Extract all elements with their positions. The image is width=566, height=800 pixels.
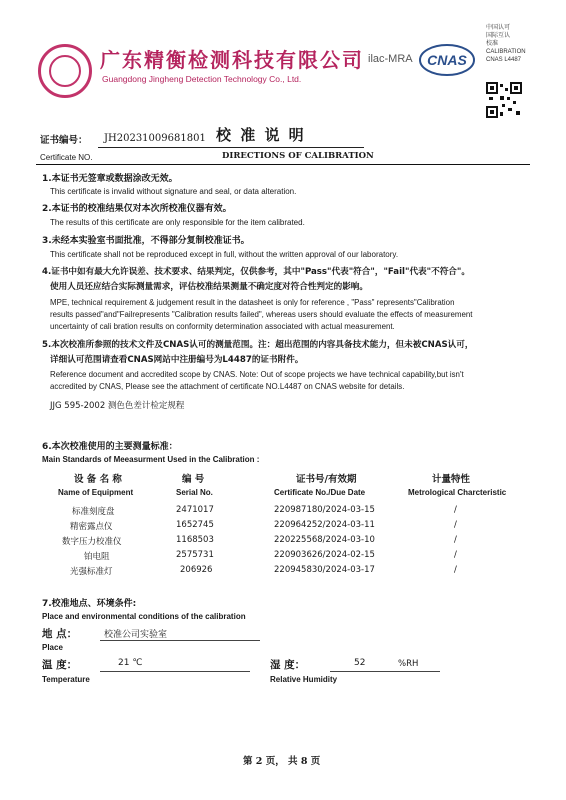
- humidity-label-en: Relative Humidity: [270, 675, 338, 684]
- certificate-no-value: JH20231009681801: [104, 133, 206, 144]
- table-cell-name: 精密露点仪: [70, 522, 113, 532]
- table-cell-cert: 220964252/2024-03-11: [274, 520, 375, 530]
- item-3-cn: 3.未经本实验室书面批准，不得部分复制校准证书。: [42, 236, 250, 246]
- table-cell-char: /: [454, 505, 457, 515]
- table-cell-serial: 1652745: [176, 520, 214, 530]
- page-title-en: DIRECTIONS OF CALIBRATION: [222, 151, 374, 161]
- cnas-line: 国际互认: [486, 32, 511, 39]
- col-cert-en: Certificate No./Due Date: [274, 488, 366, 497]
- environment-heading-cn: 7.校准地点、环境条件:: [42, 599, 137, 609]
- item-1-cn: 1.本证书无签章或数据涂改无效。: [42, 174, 178, 184]
- item-4-en-line2: results passed"and"Failrepresents "Calibration results failed", whereas users should evaluate the effects of measurement: [50, 310, 473, 319]
- item-2-cn: 2.本证书的校准结果仅对本次所校准仪器有效。: [42, 204, 232, 214]
- col-serial-cn: 编 号: [182, 474, 205, 485]
- qr-code-icon: [486, 82, 522, 118]
- item-5-en-line2: accredited by CNAS, Please see the attachment of certificate NO.L4487 on CNAS website for details.: [50, 382, 405, 391]
- place-value: 校准公司实验室: [104, 630, 168, 640]
- place-label-en: Place: [42, 643, 63, 652]
- table-cell-name: 光强标准灯: [70, 567, 113, 577]
- table-cell-char: /: [454, 520, 457, 530]
- humidity-unit: %RH: [398, 659, 419, 669]
- col-name-cn: 设 备 名 称: [74, 474, 122, 485]
- table-cell-serial: 2575731: [176, 550, 214, 560]
- table-cell-serial: 2471017: [176, 505, 214, 515]
- item-3-en: This certificate shall not be reproduced except in full, without the written approval of our laboratory.: [50, 250, 399, 259]
- item-1-en: This certificate is invalid without signature and seal, or data alteration.: [50, 187, 297, 196]
- temperature-value: 21 ℃: [118, 658, 143, 668]
- certificate-no-label-cn: 证书编号：: [40, 135, 88, 146]
- table-cell-name: 数字压力校准仪: [62, 537, 122, 547]
- temperature-label-en: Temperature: [42, 675, 90, 684]
- cnas-line: 校准: [486, 40, 499, 47]
- table-cell-name: 标准刻度盘: [72, 507, 115, 517]
- cnas-logo-text: CNAS: [427, 52, 467, 68]
- col-char-cn: 计量特性: [432, 474, 471, 485]
- page-number: 第 2 页， 共 8 页: [243, 756, 321, 767]
- col-char-en: Metrological Charcteristic: [408, 488, 507, 497]
- company-name-cn: 广东精衡检测科技有限公司: [100, 48, 364, 72]
- temperature-label-cn: 温 度：: [42, 659, 78, 671]
- company-name-en: Guangdong Jingheng Detection Technology Co., Ltd.: [102, 74, 302, 84]
- table-cell-cert: 220945830/2024-03-17: [274, 565, 375, 575]
- cnas-logo: [418, 42, 476, 78]
- table-cell-cert: 220903626/2024-02-15: [274, 550, 375, 560]
- place-label-cn: 地 点：: [42, 628, 78, 640]
- company-logo: [38, 44, 92, 98]
- item-5-cn-line2: 详细认可范围请查看CNAS网站中注册编号为L4487的证书附件。: [50, 355, 304, 365]
- humidity-value: 52: [354, 658, 366, 668]
- table-cell-char: /: [454, 535, 457, 545]
- environment-heading-en: Place and environmental conditions of the calibration: [42, 612, 246, 621]
- item-4-cn-line2: 使用人员还应结合实际测量需求，评估校准结果测量不确定度对符合性判定的影响。: [50, 282, 368, 292]
- item-5-cn-line1: 5.本次校准所参照的技术文件及CNAS认可的测量范围。注：超出范围的内容具备技术能力，但未被CNAS认可，: [42, 340, 474, 350]
- table-cell-char: /: [454, 565, 457, 575]
- table-cell-cert: 220225568/2024-03-10: [274, 535, 375, 545]
- standards-heading-cn: 6.本次校准使用的主要测量标准：: [42, 442, 178, 452]
- table-cell-serial: 1168503: [176, 535, 214, 545]
- cnas-line: 中国认可: [486, 24, 511, 31]
- item-5-en-line1: Reference document and accredited scope by CNAS. Note: Out of scope projects we have technical capability,but isn't: [50, 370, 464, 379]
- table-cell-cert: 220987180/2024-03-15: [274, 505, 375, 515]
- item-2-en: The results of this certificate are only responsible for the item calibrated.: [50, 218, 305, 227]
- table-cell-char: /: [454, 550, 457, 560]
- certificate-no-label-en: Certificate NO.: [40, 153, 93, 162]
- cnas-line: CALIBRATION: [486, 49, 526, 55]
- standards-heading-en: Main Standards of Meeasurment Used in the Calibration :: [42, 455, 260, 464]
- reference-document: JJG 595-2002 测色色差计检定规程: [50, 401, 185, 411]
- table-cell-name: 铂电阻: [84, 552, 110, 562]
- table-cell-serial: 206926: [180, 565, 213, 575]
- col-name-en: Name of Equipment: [58, 488, 134, 497]
- col-cert-cn: 证书号/有效期: [296, 474, 357, 485]
- item-4-en-line1: MPE, technical requirement & judgement result in the datasheet is only for reference , "Pass" represents"Calibration: [50, 298, 455, 307]
- cnas-accreditation-text: [486, 24, 526, 64]
- humidity-label-cn: 湿 度：: [270, 659, 306, 671]
- ilac-mra-logo: ilac-MRA: [368, 53, 413, 65]
- cnas-line: CNAS L4487: [486, 57, 522, 63]
- item-4-en-line3: uncertainty of cali bration results on conformity determination associated with actual measurement.: [50, 322, 395, 331]
- item-4-cn-line1: 4.证书中如有最大允许误差、技术要求、结果判定，仅供参考，其中"Pass"代表"符合"，"Fail"代表"不符合"。: [42, 267, 470, 277]
- page-title-cn: 校 准 说 明: [216, 126, 306, 144]
- col-serial-en: Serial No.: [176, 488, 213, 497]
